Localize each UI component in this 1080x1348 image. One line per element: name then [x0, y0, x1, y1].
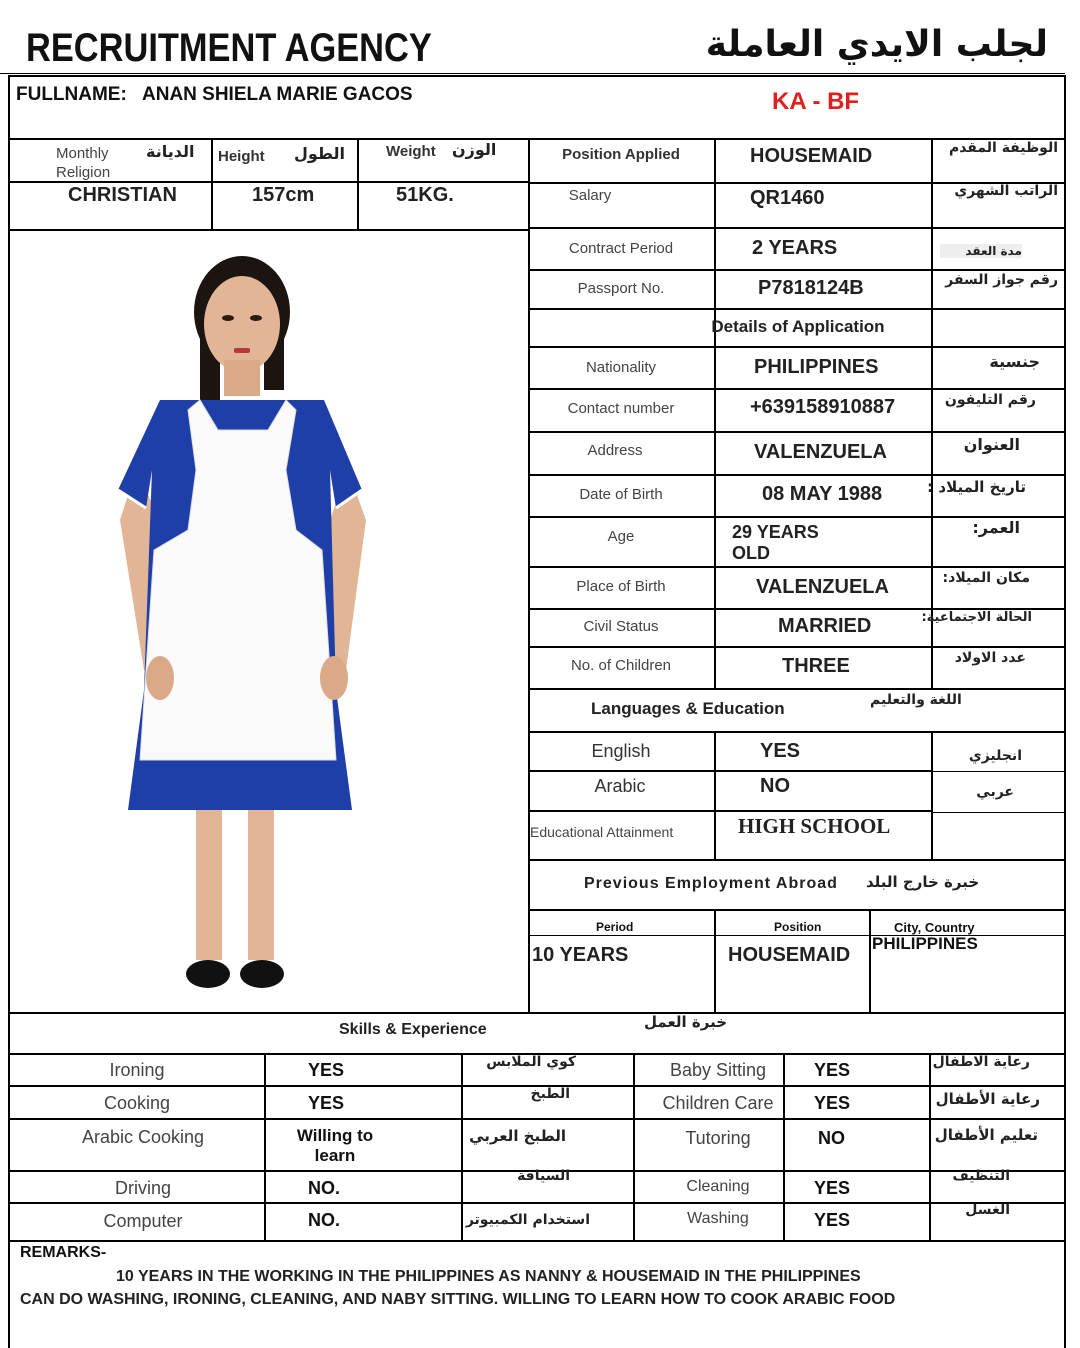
details-heading: Details of Application — [711, 317, 885, 336]
detail-arabic: الراتب الشهري — [954, 183, 1058, 199]
skill-arabic: استخدام الكمبيوتر — [465, 1212, 590, 1228]
skills-heading: Skills & Experience — [339, 1021, 487, 1038]
skill-label: Computer — [103, 1211, 183, 1231]
height-label: Height — [218, 148, 265, 165]
skill-value: Willing to learn — [296, 1126, 374, 1165]
detail-arabic: الحالة الاجتماعية: — [921, 610, 1032, 625]
detail-label: Age — [607, 528, 635, 545]
detail-value: PHILIPPINES — [754, 356, 879, 378]
applicant-code: KA - BF — [772, 88, 860, 115]
country-label: City, Country — [894, 920, 975, 935]
religion-label: Monthly Religion — [56, 145, 111, 181]
weight-arabic: الوزن — [452, 140, 497, 159]
skill-value: YES — [814, 1060, 851, 1080]
skill-arabic: رعاية الأطفال — [935, 1090, 1040, 1108]
detail-arabic: العمر: — [972, 518, 1020, 537]
detail-arabic: مكان الميلاد: — [942, 570, 1030, 586]
detail-label: Civil Status — [583, 618, 659, 635]
english-label: English — [591, 741, 651, 761]
detail-value: +639158910887 — [750, 396, 896, 418]
skill-label: Driving — [114, 1178, 171, 1198]
detail-label: Place of Birth — [576, 578, 666, 595]
detail-value: 08 MAY 1988 — [762, 483, 883, 505]
detail-arabic: مدة العقد — [940, 244, 1022, 258]
skill-value: YES — [814, 1178, 851, 1198]
skill-label: Ironing — [109, 1060, 165, 1080]
detail-value: VALENZUELA — [754, 441, 887, 463]
education-label: Educational Attainment — [530, 824, 674, 840]
weight-label: Weight — [386, 143, 436, 160]
height-arabic: الطول — [294, 144, 345, 163]
detail-label: No. of Children — [570, 657, 672, 674]
skill-label: Cooking — [103, 1093, 171, 1113]
detail-label: Passport No. — [577, 280, 665, 297]
skill-value: YES — [308, 1060, 345, 1080]
detail-label: Position Applied — [562, 146, 680, 163]
religion-value: CHRISTIAN — [68, 184, 177, 206]
detail-value: VALENZUELA — [756, 576, 889, 598]
detail-value: 29 YEARS OLD — [732, 522, 819, 563]
remarks-line-2: CAN DO WASHING, IRONING, CLEANING, AND NABY SITTING. WILLING TO LEARN HOW TO COOK ARABIC FOOD — [20, 1291, 896, 1308]
detail-label: Contact number — [567, 400, 675, 417]
detail-arabic: رقم التليفون — [944, 392, 1036, 408]
employment-heading: Previous Employment Abroad — [584, 875, 838, 892]
skill-value: YES — [814, 1093, 851, 1113]
fullname-value: ANAN SHIELA MARIE GACOS — [142, 84, 413, 105]
position-value: HOUSEMAID — [728, 944, 851, 966]
skill-arabic: الطبخ العربي — [469, 1127, 566, 1145]
detail-arabic: العنوان — [963, 435, 1020, 454]
arabic-label: Arabic — [594, 776, 646, 796]
skill-label: Cleaning — [686, 1178, 750, 1195]
skill-label: Washing — [687, 1210, 749, 1227]
detail-value: 2 YEARS — [752, 237, 838, 259]
skill-arabic: التنظيف — [952, 1168, 1010, 1184]
skill-value: YES — [308, 1093, 345, 1113]
english-arabic: انجليزي — [968, 748, 1022, 764]
detail-value: THREE — [782, 655, 850, 677]
skill-value: NO — [818, 1128, 845, 1148]
detail-label: Nationality — [585, 359, 657, 376]
detail-value: HOUSEMAID — [750, 145, 873, 167]
education-value: HIGH SCHOOL — [738, 814, 891, 838]
detail-label: Contract Period — [568, 240, 674, 257]
skill-value: YES — [814, 1210, 851, 1230]
detail-arabic: الوظيفة المقدم — [948, 140, 1058, 156]
skill-value: NO. — [308, 1178, 341, 1198]
fullname-label: FULLNAME: — [16, 84, 127, 105]
skill-arabic: كوي الملابس — [486, 1054, 576, 1070]
position-label: Position — [774, 920, 822, 934]
arabic-agency-title: لجلب الايدي العاملة — [705, 24, 1048, 65]
detail-arabic: عدد الاولاد — [954, 650, 1026, 666]
country-value: PHILIPPINES — [872, 934, 978, 953]
detail-arabic: رقم جواز السفر — [945, 272, 1058, 288]
skill-arabic: السياقة — [517, 1168, 570, 1184]
detail-value: P7818124B — [758, 277, 864, 299]
skill-arabic: تعليم الأطفال — [934, 1126, 1038, 1144]
agency-title: RECRUITMENT AGENCY — [26, 26, 432, 70]
languages-heading-arabic: اللغة والتعليم — [870, 692, 962, 708]
english-value: YES — [760, 740, 801, 762]
skill-label: Children Care — [662, 1093, 774, 1113]
languages-heading: Languages & Education — [591, 699, 785, 718]
skill-arabic: الطبخ — [530, 1086, 570, 1102]
period-label: Period — [596, 920, 634, 934]
skill-label: Tutoring — [685, 1128, 751, 1148]
detail-arabic: جنسية — [989, 352, 1040, 371]
skill-value: NO. — [308, 1210, 341, 1230]
skill-arabic: رعاية الاطفال — [932, 1054, 1030, 1070]
skills-heading-arabic: خبرة العمل — [644, 1013, 728, 1031]
skill-label: Baby Sitting — [669, 1060, 767, 1080]
skill-label: Arabic Cooking — [81, 1127, 205, 1147]
employment-heading-arabic: خبرة خارج البلد — [866, 873, 980, 891]
detail-label: Salary — [568, 187, 612, 204]
weight-value: 51KG. — [396, 184, 454, 206]
religion-arabic: الديانة — [146, 142, 195, 161]
detail-value: QR1460 — [750, 187, 825, 209]
period-value: 10 YEARS — [532, 944, 629, 966]
skill-arabic: الغسل — [965, 1202, 1010, 1218]
detail-label: Address — [587, 442, 643, 459]
height-value: 157cm — [252, 184, 315, 206]
detail-arabic: تاريخ الميلاد : — [927, 478, 1026, 496]
arabic-arabic: عربي — [976, 784, 1014, 800]
applicant-photo — [100, 250, 380, 1002]
detail-value: MARRIED — [778, 615, 872, 637]
remarks-label: REMARKS- — [20, 1244, 107, 1261]
detail-label: Date of Birth — [579, 486, 663, 503]
arabic-value: NO — [760, 775, 790, 797]
remarks-line-1: 10 YEARS IN THE WORKING IN THE PHILIPPINES AS NANNY & HOUSEMAID IN THE PHILIPPINES — [116, 1268, 861, 1285]
